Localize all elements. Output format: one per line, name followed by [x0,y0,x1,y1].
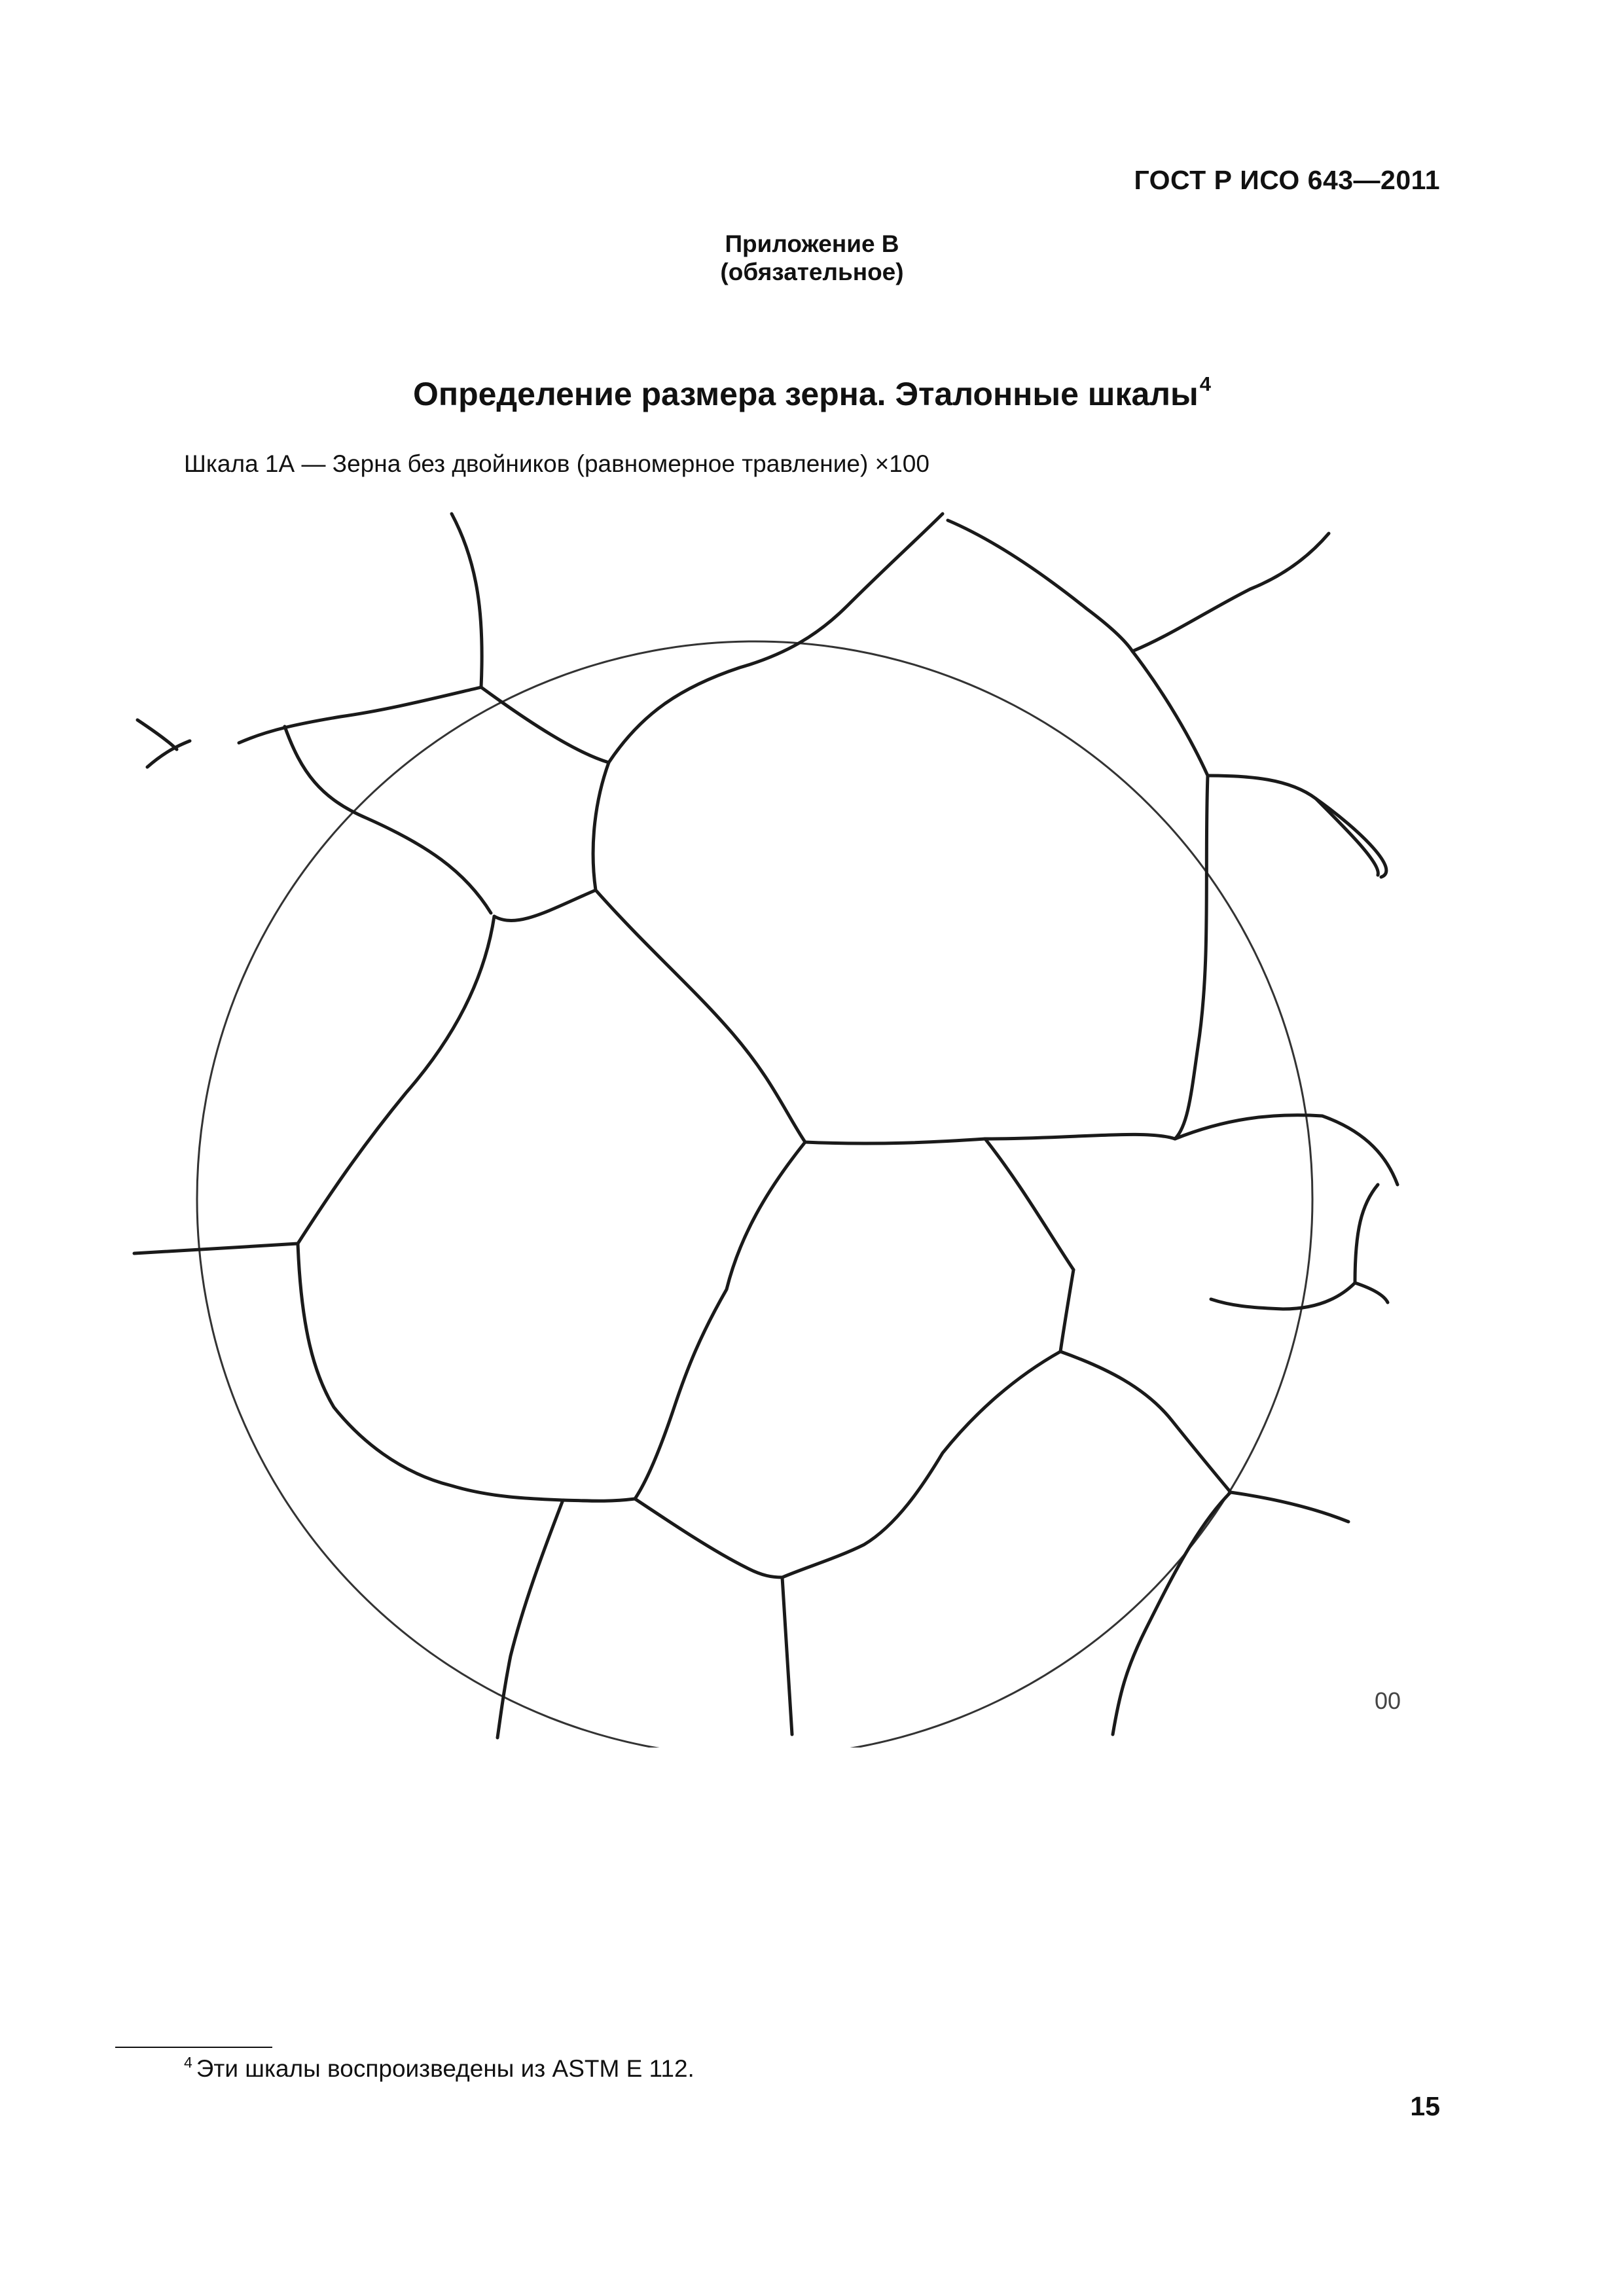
field-of-view-circle [197,641,1312,1748]
annex-name: Приложение В [725,230,899,257]
footnote-divider [115,2047,272,2048]
standard-designation: ГОСТ Р ИСО 643—2011 [1134,165,1440,195]
grain-structure-figure [124,504,1440,1748]
grain-number-label: 00 [1375,1687,1401,1714]
page-title-text: Определение размера зерна. Эталонные шкалы [412,376,1199,412]
footnote-ref: 4 [184,2054,192,2071]
scale-caption: Шкала 1А — Зерна без двойников (равномерное травление) ×100 [184,450,929,477]
annex-status: (обязательное) [720,259,904,285]
page-title [0,372,1624,413]
title-footnote-ref: 4 [1199,372,1211,395]
footnote-text: Эти шкалы воспроизведены из ASTM E 112. [196,2055,695,2082]
footnote [184,2055,695,2083]
page-number: 15 [1410,2091,1440,2121]
